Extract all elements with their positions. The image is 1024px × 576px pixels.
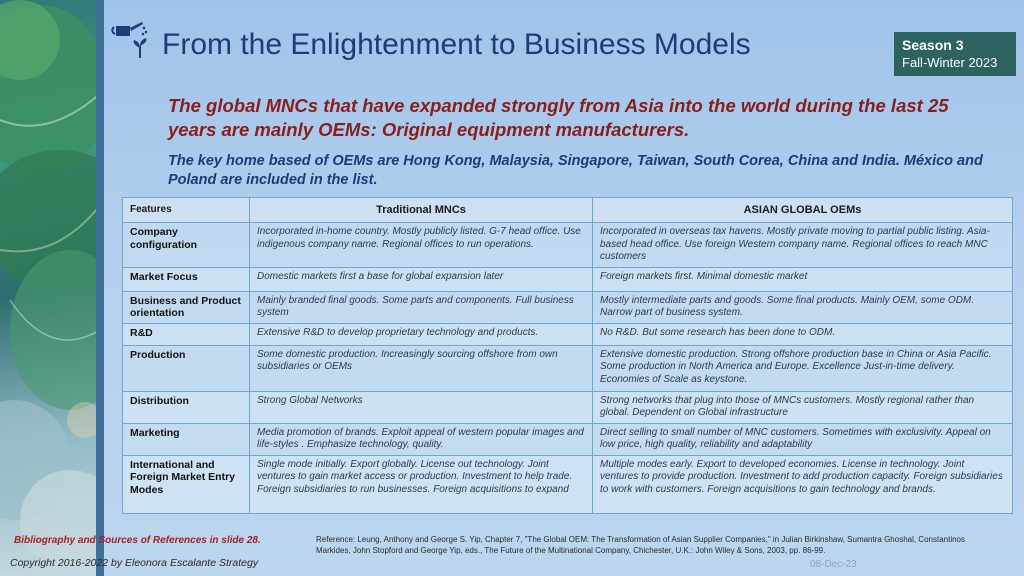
traditional-mnc-cell: Mainly branded final goods. Some parts and components. Full business system — [250, 291, 593, 323]
asian-oem-cell: Extensive domestic production. Strong offshore production base in China or Asia Pacific. Some production in North America and Europe. Excellence Just-in-time delivery. Economies of Scale as keystone. — [593, 345, 1013, 391]
main-subtitle: The global MNCs that have expanded strongly from Asia into the world during the last 25 years are mainly OEMs: Original equipment manufacturers. — [168, 95, 949, 140]
reference-citation: Reference: Leung, Anthony and George S. Yip, Chapter 7, "The Global OEM: The Transformation of Asian Supplier Companies," in Julian Birkinshaw, Sumantra Ghoshal, Constantinos Markides, John Stopford and George Yip, eds., The Future of the Multinational Company, Chichester, U.K.: John Wiley & Sons, 2003, pp. 86-99. — [316, 535, 966, 555]
table-row — [123, 291, 1013, 323]
header-asian-global-oems: ASIAN GLOBAL OEMs — [593, 198, 1013, 223]
traditional-mnc-cell: Domestic markets first a base for global expansion later — [250, 267, 593, 291]
table-row — [123, 267, 1013, 291]
season-badge — [894, 32, 1016, 76]
traditional-mnc-cell: Media promotion of brands. Exploit appeal of western popular images and life-styles . Emphasize technology, quality. — [250, 423, 593, 455]
season-term: Fall-Winter 2023 — [902, 55, 998, 70]
traditional-mnc-cell: Single mode initially. Export globally. License out technology. Joint ventures to gain market access or production. Investment to help trade. Foreign subsidiaries to run businesses. Foreign acquisitions to expand — [250, 455, 593, 513]
traditional-mnc-cell: Extensive R&D to develop proprietary technology and products. — [250, 323, 593, 345]
season-label: Season 3 — [902, 37, 964, 53]
traditional-mnc-cell: Strong Global Networks — [250, 391, 593, 423]
page-title: From the Enlightenment to Business Models — [162, 28, 751, 61]
asian-oem-cell: Multiple modes early. Export to developed economies. License in technology. Joint ventures to provide production. Investment to add production capacity. Foreign subsidiaries to work with customers. Foreign acquisitions to gain technology and brands. — [593, 455, 1013, 513]
decorative-leaf-panel — [0, 0, 104, 576]
feature-label: Market Focus — [123, 267, 250, 291]
table-row — [123, 345, 1013, 391]
traditional-mnc-cell: Some domestic production. Increasingly sourcing offshore from own subsidiaries or OEMs — [250, 345, 593, 391]
watering-can-sprout-icon — [110, 14, 156, 60]
table-row — [123, 455, 1013, 513]
feature-label: Marketing — [123, 423, 250, 455]
copyright-notice: Copyright 2016-2022 by Eleonora Escalante Strategy — [10, 557, 259, 569]
feature-label: Business and Product orientation — [123, 291, 250, 323]
asian-oem-cell: No R&D. But some research has been done to ODM. — [593, 323, 1013, 345]
secondary-subtitle: The key home based of OEMs are Hong Kong, Malaysia, Singapore, Taiwan, South Corea, China and India. México and Poland are included in the list. — [168, 153, 983, 188]
header-features: Features — [123, 198, 250, 223]
asian-oem-cell: Strong networks that plug into those of MNCs customers. Mostly regional rather than global. Dependent on Global infrastructure — [593, 391, 1013, 423]
feature-label: Distribution — [123, 391, 250, 423]
asian-oem-cell: Direct selling to small number of MNC customers. Sometimes with exclusivity. Appeal on low price, high quality, reliability and adaptability — [593, 423, 1013, 455]
traditional-mnc-cell: Incorporated in-home country. Mostly publicly listed. G-7 head office. Use indigenous company name. Regional offices to run operations. — [250, 223, 593, 268]
left-divider-bar — [96, 0, 104, 576]
feature-label: Company configuration — [123, 223, 250, 268]
feature-label: Production — [123, 345, 250, 391]
table-row — [123, 323, 1013, 345]
comparison-table — [122, 197, 1013, 514]
asian-oem-cell: Incorporated in overseas tax havens. Mostly private moving to partial public listing. Asia-based head office. Use foreign Western company name. Regional offices to reach MNC customers — [593, 223, 1013, 268]
slide-date: 08-Dec-23 — [810, 559, 857, 570]
feature-label: International and Foreign Market Entry Modes — [123, 455, 250, 513]
table-header-row — [123, 198, 1013, 223]
table-row — [123, 391, 1013, 423]
header-traditional-mncs: Traditional MNCs — [250, 198, 593, 223]
table-row — [123, 223, 1013, 268]
feature-label: R&D — [123, 323, 250, 345]
monstera-leaves-illustration — [0, 0, 104, 576]
asian-oem-cell: Foreign markets first. Minimal domestic market — [593, 267, 1013, 291]
asian-oem-cell: Mostly intermediate parts and goods. Some final products. Mainly OEM, some ODM. Narrow part of business system. — [593, 291, 1013, 323]
table-row — [123, 423, 1013, 455]
bibliography-note: Bibliography and Sources of References in slide 28. — [14, 535, 261, 546]
